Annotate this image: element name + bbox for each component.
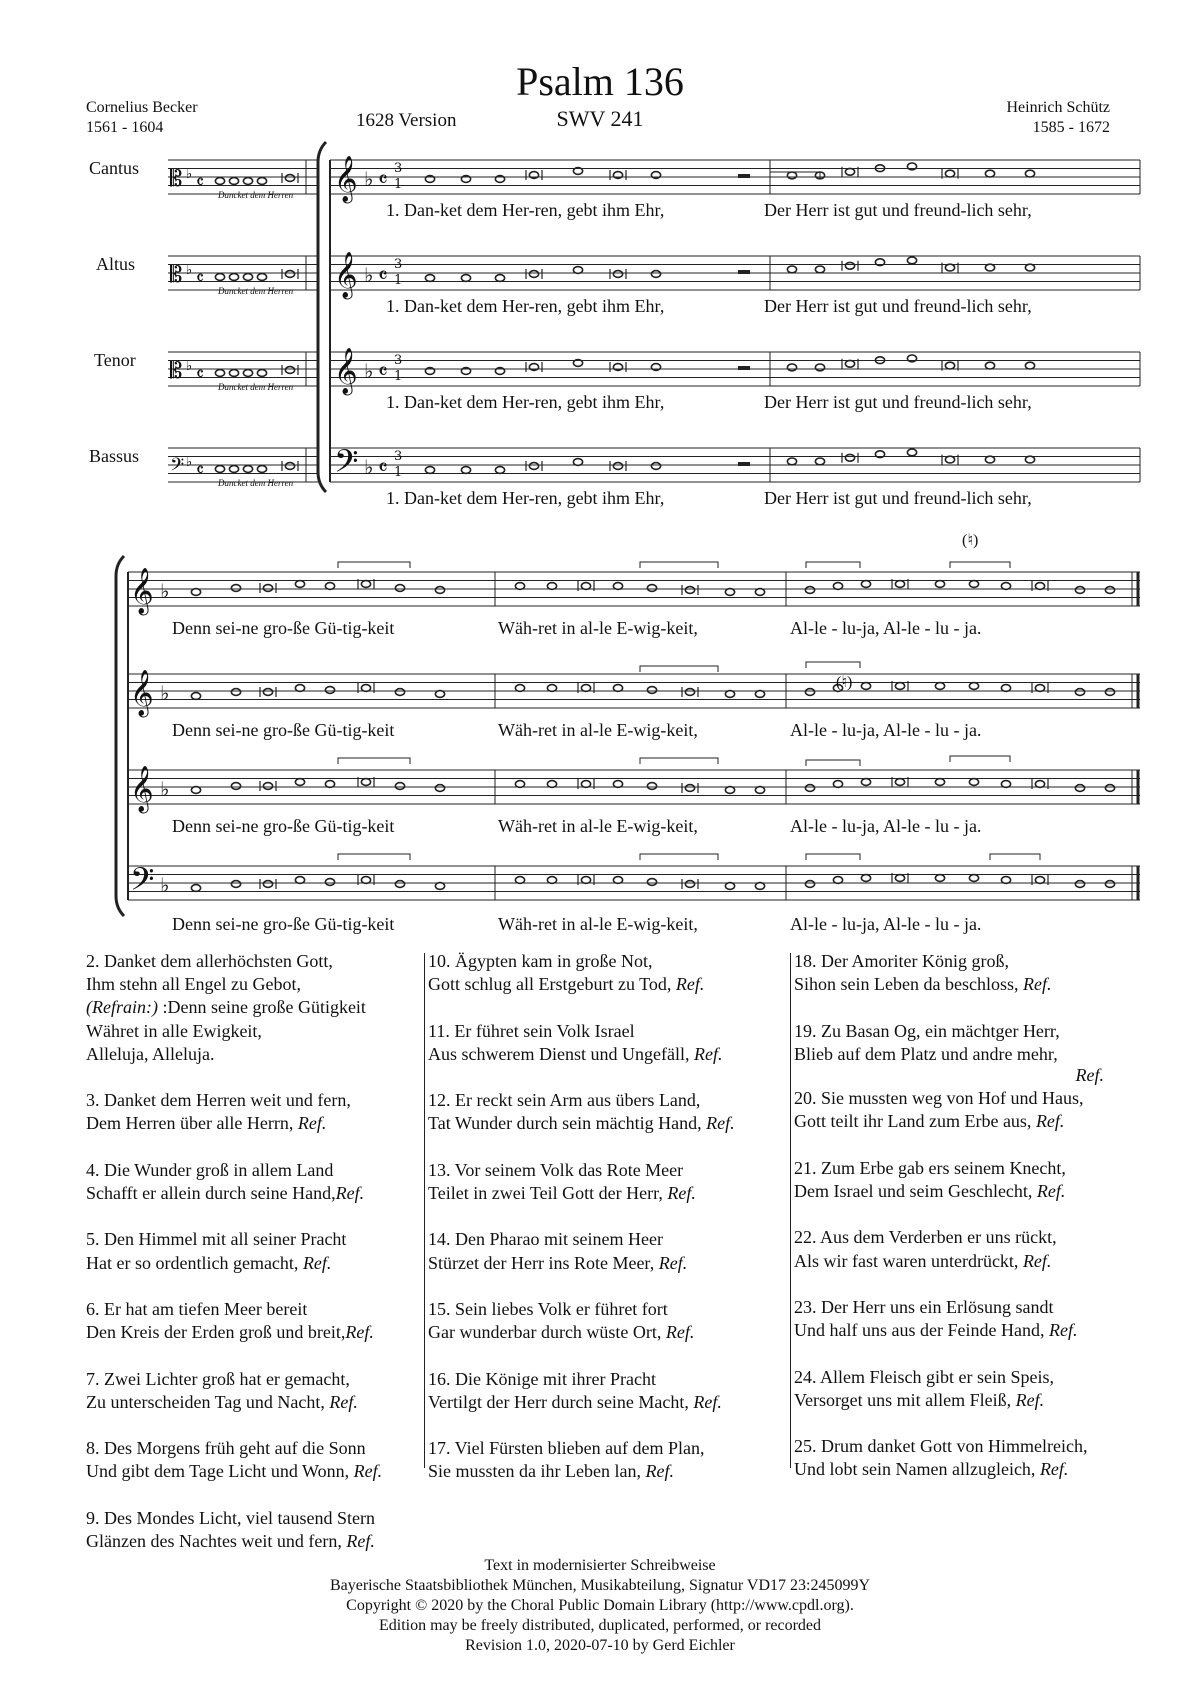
semibreve-note [295,685,304,692]
breve-note [945,362,954,369]
semibreve-note [805,785,814,792]
poet-name: Cornelius Becker [86,99,198,116]
semibreve-note [231,783,240,790]
breve-note [1035,685,1044,692]
time-signature: 𝄴 [378,456,388,481]
footer [0,1556,1200,1656]
verse-18: 18. Der Amoriter König groß, Sihon sein Leben da beschloss, Ref. [794,951,1052,995]
verse-12: 12. Er reckt sein Arm aus übers Land, Tat Wunder durch sein mächtig Hand, Ref. [428,1090,735,1134]
breve-note [529,463,538,470]
page-title: Psalm 136 [516,59,684,104]
lyric-s1-cantus-b: Der Herr ist gut und freund-lich sehr, [764,200,1032,220]
semibreve-note [651,271,660,278]
semibreve-note [395,783,404,790]
semibreve-note [755,589,764,596]
semibreve-note [755,691,764,698]
incipit-clef: 𝄡 [170,167,183,192]
verse-5: 5. Den Himmel mit all seiner Pracht Hat er so ordentlich gemacht, Ref. [86,1229,347,1273]
ligature-bracket [640,854,718,860]
semibreve-note [325,583,334,590]
ligature-bracket [806,662,860,668]
semibreve-note [1025,264,1034,271]
semibreve-note [787,266,796,273]
semibreve-note [231,585,240,592]
semibreve-note [547,877,556,884]
incipit-flat: ♭ [186,359,193,374]
voice-label-altus: Altus [96,254,136,274]
semibreve-note [1025,362,1034,369]
ligature-bracket [990,854,1040,860]
semibreve-note [461,275,470,282]
lyric-s2-cantus-b: Wäh-ret in al-le E-wig-keit, [498,618,698,638]
semibreve-note [833,583,842,590]
semibreve-note [515,877,524,884]
composer-name: Heinrich Schütz [1006,99,1110,116]
incipit-note [215,466,224,473]
semibreve-note [805,881,814,888]
breve-note [685,587,694,594]
flat-key-signature: ♭ [160,873,170,897]
incipit-note [257,370,266,377]
incipit-note [243,274,252,281]
verse-14: 14. Den Pharao mit seinem Heer Stürzet der Herr ins Rote Meer, Ref. [428,1229,688,1273]
bass-clef: 𝄢 [130,861,155,905]
semibreve-note [647,585,656,592]
semibreve-note [935,683,944,690]
semibreve-note [1075,881,1084,888]
verses-column-2 [428,950,776,1507]
semibreve-note [191,589,200,596]
footer-line-4: Edition may be freely distributed, duplicated, performed, or recorded [378,1617,822,1634]
time-signature-number: 3 [394,353,403,368]
incipit-clef: 𝄡 [170,359,183,384]
breve-note [285,463,294,470]
score-marks [116,142,1140,916]
semibreve-note [1105,785,1114,792]
verses-column-3 [794,950,1134,1505]
rest [738,270,750,274]
semibreve-note [815,364,824,371]
semibreve-note [325,781,334,788]
incipit-note [215,178,224,185]
verse-10: 10. Ägypten kam in große Not, Gott schlug all Erstgeburt zu Tod, Ref. [428,951,705,995]
semibreve-note [191,885,200,892]
verse-20: 20. Sie mussten weg von Hof und Haus, Gott teilt ihr Land zum Erbe aus, Ref. [794,1088,1084,1132]
rest [738,462,750,466]
incipit-note [215,274,224,281]
breve-note [945,170,954,177]
breve-note [685,689,694,696]
flat-key-signature: ♭ [160,579,170,603]
lyric-s1-altus-a: 1. Dan-ket dem Her-ren, gebt ihm Ehr, [386,296,665,316]
verse-13: 13. Vor seinem Volk das Rote Meer Teilet in zwei Teil Gott der Herr, Ref. [428,1159,696,1203]
voice-label-cantus: Cantus [89,158,140,178]
incipit-note [229,178,238,185]
semibreve-note [833,781,842,788]
semibreve-note [613,685,622,692]
breve-note [613,271,622,278]
lyric-s2-altus-b: Wäh-ret in al-le E-wig-keit, [498,720,698,740]
semibreve-note [613,877,622,884]
flat-key-signature: ♭ [364,167,374,191]
breve-note [361,877,370,884]
lyric-s2-tenor-b: Wäh-ret in al-le E-wig-keit, [498,816,698,836]
semibreve-note [547,781,556,788]
verse-17: 17. Viel Fürsten blieben auf dem Plan, Sie mussten da ihr Leben lan, Ref. [428,1438,705,1482]
composer-dates: 1585 - 1672 [1032,119,1110,136]
ligature-bracket [640,562,718,568]
page-subtitle: SWV 241 [556,106,644,131]
voice-label-bassus: Bassus [89,446,140,466]
lyric-s2-tenor-c: Al-le - lu-ja, Al-le - lu - ja. [790,816,982,836]
semibreve-note [191,693,200,700]
lyric-s2-cantus-a: Denn sei-ne gro-ße Gü-tig-keit [172,618,395,638]
semibreve-note [425,275,434,282]
incipit-clef: 𝄡 [170,263,183,288]
verse-2: 2. Danket dem allerhöchsten Gott, Ihm stehn all Engel zu Gebot, (Refrain:) :Denn seine große Gütigkeit Währet in alle Ewigkeit, Alleluja, Alleluja. [86,951,366,1064]
verse-9: 9. Des Mondes Licht, viel tausend Stern Glänzen des Nachtes weit und fern, Ref. [86,1507,375,1551]
semibreve-note [191,787,200,794]
semibreve-note [805,689,814,696]
breve-note [845,360,854,367]
semibreve-note [907,257,916,264]
bass-clef: 𝄢 [334,443,359,487]
semibreve-note [495,275,504,282]
semibreve-note [815,266,824,273]
footer-line-2: Bayerische Staatsbibliothek München, Musikabteilung, Signatur VD17 23:245099Y [329,1577,871,1594]
incipit-time: 𝄴 [196,172,205,193]
semibreve-note [725,883,734,890]
lyric-s1-tenor-a: 1. Dan-ket dem Her-ren, gebt ihm Ehr, [386,392,665,412]
time-signature: 𝄴 [378,264,388,289]
incipit-flat: ♭ [186,263,193,278]
semibreve-note [815,458,824,465]
incipit-flat: ♭ [186,167,193,182]
ligature-bracket [640,758,718,764]
breve-note [895,683,904,690]
semibreve-note [1025,456,1034,463]
ligature-bracket [338,562,410,568]
lyric-s1-tenor-b: Der Herr ist gut und freund-lich sehr, [764,392,1032,412]
ligature-bracket [950,562,1010,568]
semibreve-note [725,589,734,596]
semibreve-note [647,783,656,790]
ligature-bracket [806,760,860,766]
lyric-s2-bassus-c: Al-le - lu-ja, Al-le - lu - ja. [790,914,982,934]
semibreve-note [573,459,582,466]
semibreve-note [985,170,994,177]
natural-mark-altus: (♮) [836,674,853,691]
semibreve-note [495,467,504,474]
semibreve-note [231,689,240,696]
incipit-note [243,466,252,473]
verses-column-1 [86,950,416,1576]
verse-19: 19. Zu Basan Og, ein mächtger Herr, Blieb auf dem Platz und andre mehr, Ref. [794,1020,1104,1085]
verse-7: 7. Zwei Lichter groß hat er gemacht, Zu unterscheiden Tag und Nacht, Ref. [86,1368,358,1412]
semibreve-note [907,449,916,456]
semibreve-note [515,583,524,590]
breve-note [895,581,904,588]
semibreve-note [295,581,304,588]
breve-note [581,781,590,788]
breve-note [613,463,622,470]
breve-note [361,581,370,588]
incipit-note [257,274,266,281]
treble-clef: 𝄞 [130,766,154,812]
breve-note [263,881,272,888]
semibreve-note [787,172,796,179]
semibreve-note [725,787,734,794]
breve-note [263,585,272,592]
time-signature-number: 3 [394,161,403,176]
breve-note [1035,781,1044,788]
breve-note [685,785,694,792]
semibreve-note [969,875,978,882]
verse-21: 21. Zum Erbe gab ers seinem Knecht, Dem Israel und seim Geschlecht, Ref. [794,1157,1066,1201]
ligature-bracket [806,854,860,860]
flat-key-signature: ♭ [160,681,170,705]
verse-24: 24. Allem Fleisch gibt er sein Speis, Versorget uns mit allem Fleiß, Ref. [794,1366,1054,1410]
lyric-s2-cantus-c: Al-le - lu-ja, Al-le - lu - ja. [790,618,982,638]
time-signature-number: 1 [394,465,403,480]
time-signature-number: 1 [394,369,403,384]
lyric-s1-cantus-a: 1. Dan-ket dem Her-ren, gebt ihm Ehr, [386,200,665,220]
semibreve-note [231,881,240,888]
time-signature-number: 1 [394,273,403,288]
semibreve-note [435,785,444,792]
semibreve-note [461,467,470,474]
breve-note [1035,583,1044,590]
treble-clef: 𝄞 [130,670,154,716]
semibreve-note [1001,877,1010,884]
semibreve-note [969,581,978,588]
incipit-note [257,466,266,473]
semibreve-note [725,691,734,698]
semibreve-note [833,877,842,884]
semibreve-note [1025,170,1034,177]
semibreve-note [435,883,444,890]
verse-11: 11. Er führet sein Volk Israel Aus schwerem Dienst und Ungefäll, Ref. [428,1020,723,1064]
semibreve-note [395,881,404,888]
lyric-s2-altus-a: Denn sei-ne gro-ße Gü-tig-keit [172,720,395,740]
verse-4: 4. Die Wunder groß in allem Land Schafft er allein durch seine Hand,Ref. [86,1159,365,1203]
breve-note [1035,877,1044,884]
incipit-note [229,466,238,473]
lyric-s1-altus-b: Der Herr ist gut und freund-lich sehr, [764,296,1032,316]
semibreve-note [325,879,334,886]
ligature-bracket [806,562,860,568]
lyric-s1-bassus-b: Der Herr ist gut und freund-lich sehr, [764,488,1032,508]
semibreve-note [515,685,524,692]
incipit-note [215,370,224,377]
ligature-bracket [950,756,1010,762]
lyric-s2-tenor-a: Denn sei-ne gro-ße Gü-tig-keit [172,816,395,836]
semibreve-note [573,267,582,274]
breve-note [529,271,538,278]
breve-note [285,175,294,182]
semibreve-note [755,787,764,794]
verse-25: 25. Drum danket Gott von Himmelreich, Und lobt sein Namen allzugleich, Ref. [794,1436,1088,1480]
semibreve-note [435,691,444,698]
breve-note [361,779,370,786]
semibreve-note [787,458,796,465]
semibreve-note [647,687,656,694]
semibreve-note [515,781,524,788]
system-bracket [318,142,326,492]
ligature-bracket [338,758,410,764]
breve-note [581,685,590,692]
time-signature: 𝄴 [378,360,388,385]
incipit-note [243,178,252,185]
breve-note [361,685,370,692]
semibreve-note [1105,689,1114,696]
semibreve-note [1001,583,1010,590]
lyric-s1-bassus-a: 1. Dan-ket dem Her-ren, gebt ihm Ehr, [386,488,665,508]
rest [738,174,750,178]
semibreve-note [985,456,994,463]
breve-note [895,875,904,882]
semibreve-note [613,781,622,788]
time-signature-number: 3 [394,257,403,272]
semibreve-note [295,877,304,884]
lyric-s2-bassus-a: Denn sei-ne gro-ße Gü-tig-keit [172,914,395,934]
treble-clef: 𝄞 [130,568,154,614]
verse-3: 3. Danket dem Herren weit und fern, Dem Herren über alle Herrn, Ref. [86,1090,351,1134]
breve-note [263,783,272,790]
flat-key-signature: ♭ [364,263,374,287]
poet-dates: 1561 - 1604 [86,119,164,136]
lyric-s2-altus-c: Al-le - lu-ja, Al-le - lu - ja. [790,720,982,740]
breve-note [945,264,954,271]
time-signature: 𝄴 [378,168,388,193]
semibreve-note [861,779,870,786]
semibreve-note [861,683,870,690]
incipit-note [243,370,252,377]
semibreve-note [985,264,994,271]
incipit-note [229,274,238,281]
breve-note [845,454,854,461]
verse-divider-1 [424,953,425,1468]
semibreve-note [647,879,656,886]
semibreve-note [805,587,814,594]
verse-23: 23. Der Herr uns ein Erlösung sandt Und half uns aus der Feinde Hand, Ref. [794,1296,1078,1341]
breve-note [285,367,294,374]
semibreve-note [969,779,978,786]
incipit-text-bassus: Dancket dem Herren [218,478,294,488]
semibreve-note [547,583,556,590]
semibreve-note [1105,881,1114,888]
footer-line-3: Copyright © 2020 by the Choral Public Domain Library (http://www.cpdl.org). [346,1597,854,1614]
refrain-label: (Refrain:) [86,997,158,1018]
semibreve-note [651,463,660,470]
flat-key-signature: ♭ [364,359,374,383]
flat-key-signature: ♭ [160,777,170,801]
semibreve-note [613,583,622,590]
semibreve-note [395,585,404,592]
footer-line-5: Revision 1.0, 2020-07-10 by Gerd Eichler [465,1637,735,1654]
lyric-s2-bassus-b: Wäh-ret in al-le E-wig-keit, [498,914,698,934]
semibreve-note [861,581,870,588]
incipit-note [229,370,238,377]
verse-6: 6. Er hat am tiefen Meer bereit Den Kreis der Erden groß und breit,Ref. [86,1298,374,1343]
semibreve-note [861,875,870,882]
semibreve-note [295,779,304,786]
semibreve-note [425,467,434,474]
verse-8: 8. Des Morgens früh geht auf die Sonn Und gibt dem Tage Licht und Wonn, Ref. [86,1438,383,1482]
breve-note [263,689,272,696]
ligature-bracket [338,854,410,860]
incipit-time: 𝄴 [196,268,205,289]
semibreve-note [1105,587,1114,594]
treble-clef: 𝄞 [334,252,358,298]
breve-note [581,877,590,884]
semibreve-note [935,581,944,588]
breve-note [285,271,294,278]
semibreve-note [1075,587,1084,594]
breve-note [685,881,694,888]
verse-divider-2 [790,953,791,1468]
semibreve-note [935,779,944,786]
treble-clef: 𝄞 [334,156,358,202]
semibreve-note [985,362,994,369]
breve-note [895,779,904,786]
incipit-flat: ♭ [186,455,193,470]
semibreve-note [935,875,944,882]
semibreve-note [325,687,334,694]
breve-note [845,168,854,175]
semibreve-note [969,683,978,690]
semibreve-note [395,689,404,696]
incipit-text-tenor: Dancket dem Herren [218,382,294,392]
treble-clef: 𝄞 [334,348,358,394]
breve-note [845,262,854,269]
incipit-text-altus: Dancket dem Herren [218,286,294,296]
incipit-clef: 𝄢 [170,455,185,480]
semibreve-note [787,364,796,371]
verse-16: 16. Die Könige mit ihrer Pracht Vertilgt der Herr durch seine Macht, Ref. [428,1368,722,1412]
breve-note [945,456,954,463]
semibreve-note [1001,685,1010,692]
verse-22: 22. Aus dem Verderben er uns rückt, Als wir fast waren unterdrückt, Ref. [794,1227,1057,1271]
verse-15: 15. Sein liebes Volk er führet fort Gar wunderbar durch wüste Ort, Ref. [428,1298,695,1343]
ligature-bracket [640,666,718,672]
footer-line-1: Text in modernisierter Schreibweise [484,1557,716,1574]
flat-key-signature: ♭ [364,455,374,479]
semibreve-note [435,587,444,594]
incipit-note [257,178,266,185]
time-signature-number: 1 [394,177,403,192]
incipit-text-cantus: Dancket dem Herren [218,190,294,200]
semibreve-note [1075,689,1084,696]
rest [738,366,750,370]
version-label: 1628 Version [356,110,457,131]
natural-mark-cantus: (♮) [962,532,979,549]
semibreve-note [1001,781,1010,788]
incipit-time: 𝄴 [196,460,205,481]
semibreve-note [1075,785,1084,792]
voice-label-tenor: Tenor [94,350,136,370]
system-bracket [116,556,124,916]
incipit-time: 𝄴 [196,364,205,385]
semibreve-note [755,883,764,890]
semibreve-note [547,685,556,692]
time-signature-number: 3 [394,449,403,464]
breve-note [581,583,590,590]
